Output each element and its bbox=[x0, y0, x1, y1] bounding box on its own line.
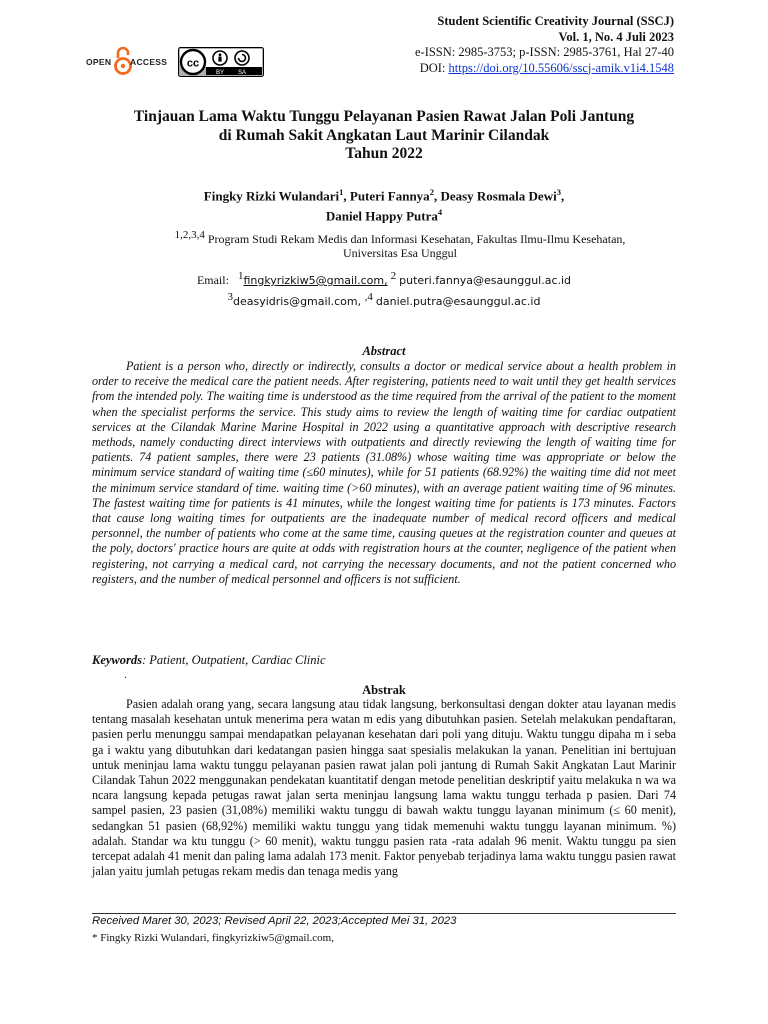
open-access-logo bbox=[86, 46, 172, 80]
cc-sa-text: SA bbox=[237, 70, 247, 76]
author-3-sup: 3 bbox=[556, 187, 561, 197]
header-logos bbox=[86, 46, 276, 80]
email-2[interactable]: puteri.fannya@esaunggul.ac.id bbox=[399, 274, 572, 287]
affiliation-line-1: Program Studi Rekam Medis dan Informasi Kesehatan, Fakultas Ilmu-Ilmu Kesehatan, bbox=[207, 232, 626, 246]
cc-by-text: BY bbox=[215, 70, 225, 76]
journal-info bbox=[415, 14, 674, 76]
author-2-sup: 2 bbox=[429, 187, 434, 197]
abstract-heading: Abstract bbox=[362, 344, 406, 358]
abstrak-heading: Abstrak bbox=[362, 683, 406, 697]
open-access-left-text: OPEN bbox=[86, 57, 112, 67]
journal-volume: Vol. 1, No. 4 Juli 2023 bbox=[558, 29, 674, 44]
email-4-sup: ,4 bbox=[364, 291, 373, 303]
email-4[interactable]: daniel.putra@esaunggul.ac.id bbox=[375, 295, 541, 308]
stray-dot: . bbox=[124, 667, 127, 681]
title-line-1: Tinjauan Lama Waktu Tunggu Pelayanan Pasien Rawat Jalan Poli Jantung bbox=[133, 108, 635, 125]
email-2-sup: 2 bbox=[390, 270, 397, 282]
svg-text:cc: cc bbox=[186, 57, 200, 70]
title-line-2: di Rumah Sakit Angkatan Laut Marinir Cilandak bbox=[218, 126, 550, 144]
author-4: Daniel Happy Putra bbox=[325, 208, 438, 224]
open-access-right-text: ACCESS bbox=[130, 57, 168, 67]
author-emails bbox=[100, 268, 668, 310]
email-label: Email: bbox=[196, 273, 229, 287]
keywords-label: Keywords bbox=[92, 653, 142, 667]
author-4-sup: 4 bbox=[437, 207, 443, 218]
paper-title bbox=[80, 108, 688, 164]
email-3[interactable]: deasyidris@gmail.com, bbox=[233, 295, 365, 308]
email-3-sup: 3 bbox=[227, 291, 233, 303]
received-dates: Received Maret 30, 2023; Revised April 22, 2023;Accepted Mei 31, 2023 bbox=[92, 915, 457, 927]
email-1[interactable]: fingkyrizkiw5@gmail.com, bbox=[243, 274, 388, 287]
keywords-text: : Patient, Outpatient, Cardiac Clinic bbox=[142, 653, 326, 667]
affiliation-line-2: Universitas Esa Unggul bbox=[343, 246, 457, 260]
journal-name: Student Scientific Creativity Journal (SSCJ) bbox=[437, 14, 674, 28]
author-3: Deasy Rosmala Dewi bbox=[440, 188, 557, 204]
journal-doi bbox=[415, 61, 674, 77]
abstract-english-text: Patient is a person who, directly or indirectly, consults a doctor or medical service about a health problem in order to receive the medical care the patient needs. After registering, patients need to wait until they get health services from the intended poly. The waiting time is understood as the time required from the arrival of the patient to the moment when the specialist performs the service. This study aims to review the length of waiting time for cardiac outpatient services at the Cilandak Marine Marine Hospital in 2022 using a quantitative approach with descriptive research methods, namely conducting direct interviews with outpatients and directly reviewing the length of waiting time for patients. 74 patient samples, there were 23 patients (31.08%) whose waiting time was appropriate or below the minimum service standard of waiting time (≤60 minutes), while for 51 patients (68.92%) the waiting time did not meet the minimum service standard of time. waiting time (>60 minutes), with an average patient waiting time of 96 minutes. The fastest waiting time for patients is 41 minutes, while the longest waiting time for patients is 173 minutes. Factors that cause long waiting times for outpatients are the inadequate number of medical record officers and medical personnel, the number of patients who come at the same time, causing queues at the registration counter and queues at the poly, doctors' practice hours are quite at odds with registration hours at the counter, negligence of the patient when registering, not carrying a medical card, not carrying the necessary documents, and not the patient concerned who registers, and the number of medical personnel and officers is not sufficient. bbox=[92, 359, 676, 586]
journal-issn: e-ISSN: 2985-3753; p-ISSN: 2985-3761, Hal 27-40 bbox=[414, 45, 674, 59]
author-list: Fingky Rizki Wulandari$^1$, Puteri Fannya$^2$, Deasy Rosmala Dewi$^3$, Daniel Happy Putra$^4$ bbox=[203, 187, 565, 224]
email-1-sup: 1 bbox=[237, 270, 244, 282]
title-line-3: Tahun 2022 bbox=[345, 145, 423, 162]
cc-by-sa-license-icon bbox=[178, 47, 264, 77]
footer-divider bbox=[92, 913, 676, 914]
doi-link[interactable]: https://doi.org/10.55606/sscj-amik.v1i4.1548 bbox=[448, 60, 674, 75]
author-1-sup: 1 bbox=[339, 187, 344, 197]
affiliation bbox=[120, 228, 680, 260]
corresponding-author: * Fingky Rizki Wulandari, fingkyrizkiw5@gmail.com, bbox=[92, 932, 334, 944]
doi-label: DOI: bbox=[419, 60, 449, 75]
keywords bbox=[92, 653, 326, 668]
author-2: Puteri Fannya bbox=[349, 188, 430, 204]
author-1: Fingky Rizki Wulandari bbox=[203, 188, 340, 204]
abstrak-indonesian-text: Pasien adalah orang yang, secara langsung atau tidak langsung, berkonsultasi dengan dokter atau layanan medis tentang masalah kesehatan untuk menerima pera watan m edis yang dibutuhkan pasien. Setelah melakukan pendaftaran, pasien perlu menunggu sampai mendapatkan pelayanan kesehatan dari poli yang dituju. Waktu tunggu dipaha m i seba ga i waktu yang dibutuhkan dari kedatangan pasien hingga saat spesialis melakukan la yanan. Penelitian ini bertujuan untuk meninjau lama waktu tunggu pelayanan pasien rawat jalan poli jantung di Rumah Sakit Angkatan Laut Marinir Cilandak Tahun 2022 menggunakan pendekatan kuantitatif dengan metode penelitian deskriptif yaitu melakuka n wa wa ncara langsung kepada petugas rawat jalan serta meninjau langsung lama waktu tunggu terhada p pasien. Dari 74 sampel pasien, 23 pasien (31,08%) memiliki waktu tunggu di bawah waktu tunggu layanan minimum (≤ 60 menit), sedangkan 51 pasien (68,92%) memiliki waktu tunggu yang tidak memenuhi waktu tunggu layanan minimum. %) adalah. Standar wa ktu tunggu (> 60 menit), waktu tunggu pasien rata -rata adalah 96 menit. Waktu tunggu pa sien tercepat adalah 41 menit dan paling lama adalah 173 menit. Faktor penyebab terjadinya lama waktu tunggu pasien rawat jalan yaitu jumlah petugas rekam medis dan tenaga medis yang bbox=[92, 697, 676, 879]
affiliation-sup: 1,2,3,4 bbox=[174, 229, 205, 241]
